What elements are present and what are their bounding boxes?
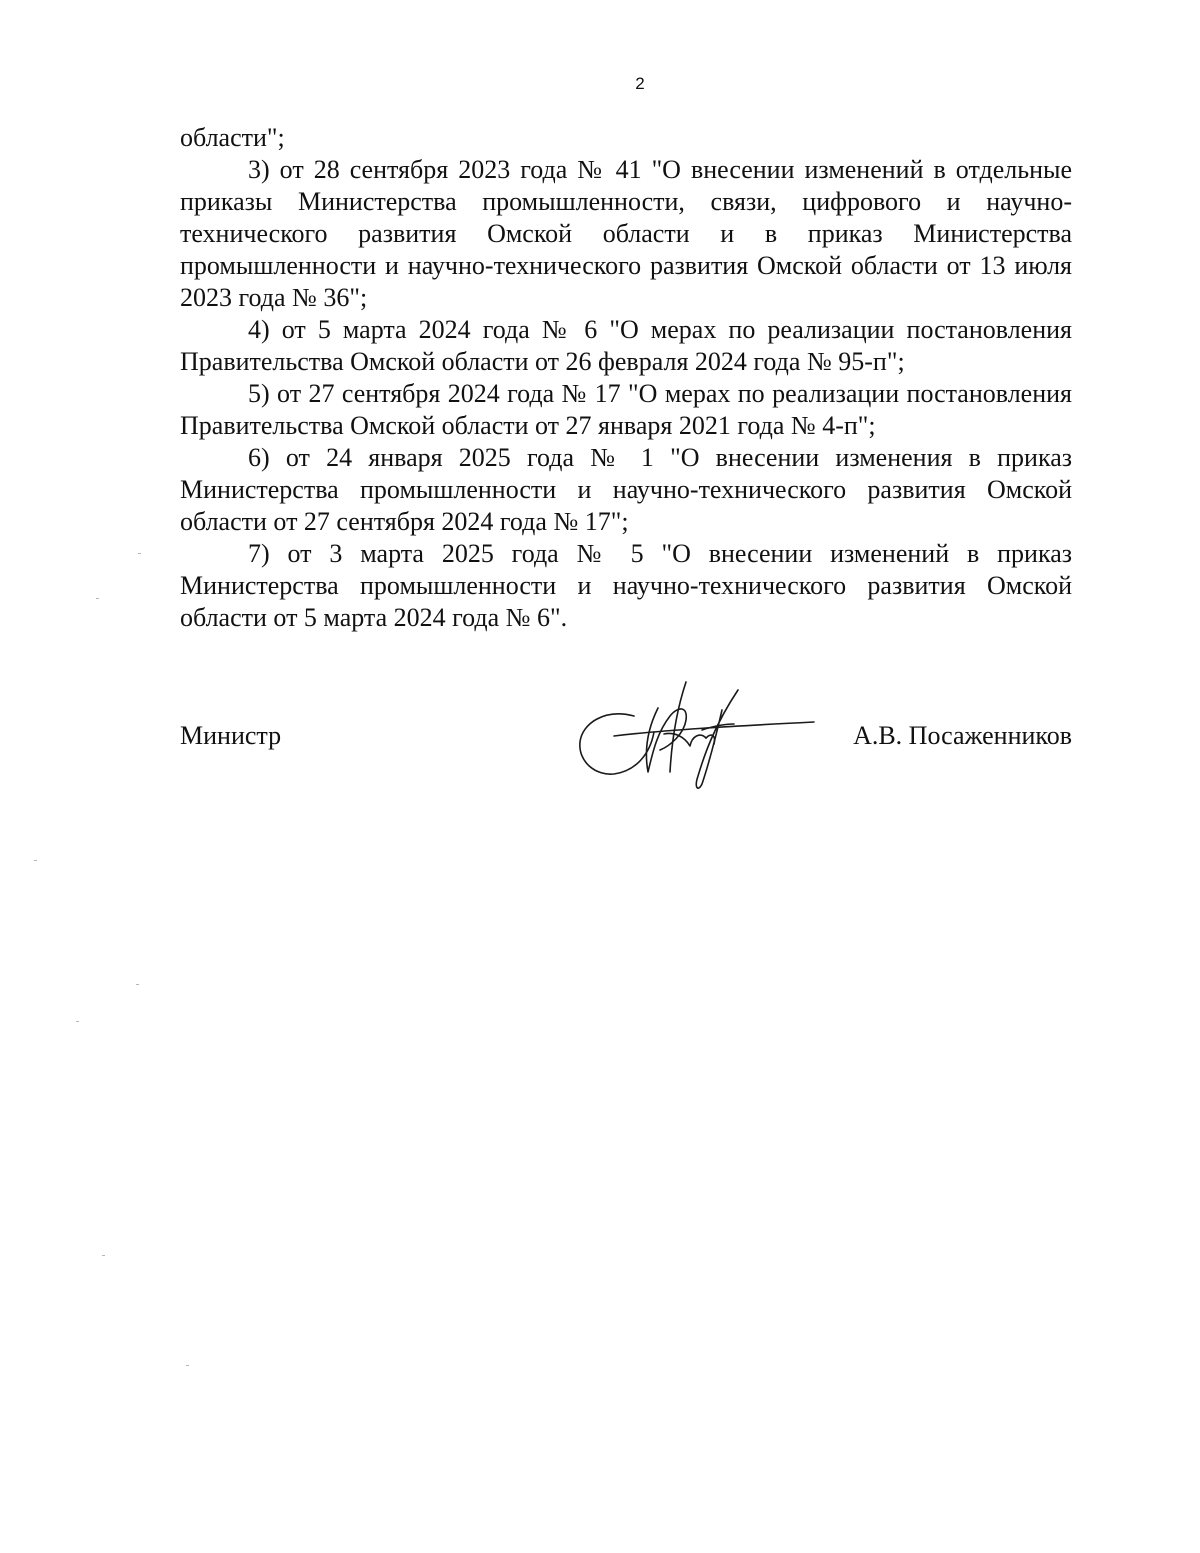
scan-speck <box>138 553 141 554</box>
paragraph-item-6: 6) от 24 января 2025 года № 1 "О внесении изменения в приказ Министерства промышленности и научно-технического развития Омской области от 27 сентября 2024 года № 17"; <box>180 443 1072 536</box>
scan-speck <box>76 1021 79 1022</box>
paragraph-item-4: 4) от 5 марта 2024 года № 6 "О мерах по реализации постановления Правительства Омской области от 26 февраля 2024 года № 95-п"; <box>180 315 1072 376</box>
paragraph-continuation: области"; <box>180 123 285 152</box>
paragraph-item-3: 3) от 28 сентября 2023 года № 41 "О внесении изменений в отдельные приказы Министерства промышленности, связи, цифрового и научно-технического развития Омской области и в приказ Министерства промышленности и научно-технического развития Омской области от 13 июля 2023 года № 36"; <box>180 155 1072 312</box>
scan-speck <box>102 1255 105 1256</box>
scan-speck <box>136 984 139 985</box>
scan-speck <box>96 598 99 599</box>
document-body <box>180 122 1072 634</box>
page-number: 2 <box>635 74 645 93</box>
signer-position: Министр <box>180 721 282 750</box>
scan-speck <box>186 1365 189 1366</box>
paragraph-item-5: 5) от 27 сентября 2024 года № 17 "О мерах по реализации постановления Правительства Омской области от 27 января 2021 года № 4-п"; <box>180 379 1072 440</box>
scan-speck <box>34 860 37 861</box>
signer-name: А.В. Посаженников <box>853 721 1072 750</box>
handwritten-signature <box>574 676 824 792</box>
paragraph-item-7: 7) от 3 марта 2025 года № 5 "О внесении изменений в приказ Министерства промышленности и научно-технического развития Омской области от 5 марта 2024 года № 6". <box>180 539 1072 632</box>
